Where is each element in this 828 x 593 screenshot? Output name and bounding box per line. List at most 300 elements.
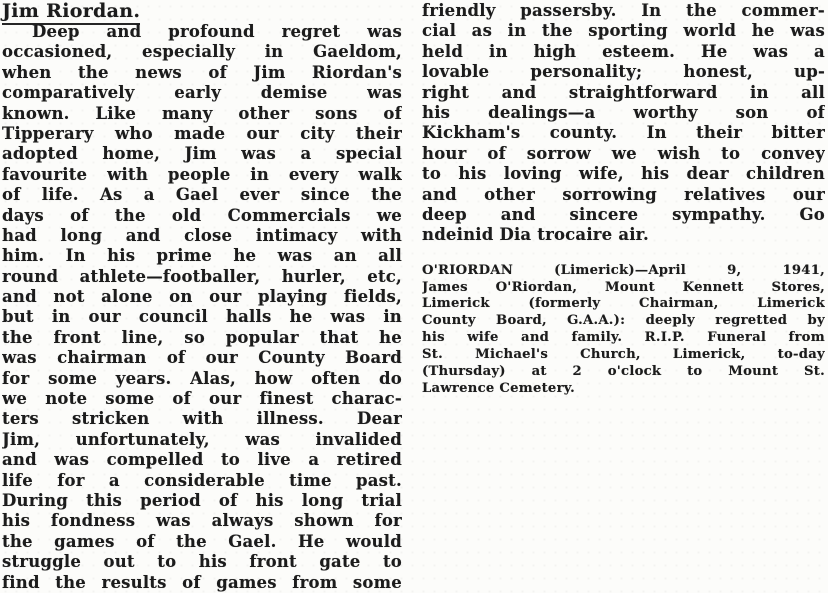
word: sons [315, 103, 358, 123]
text-line [2, 573, 402, 593]
word: and [500, 204, 536, 224]
word: was [753, 41, 789, 61]
article-headline [2, 1, 402, 22]
word: children [746, 164, 825, 184]
word: During [2, 490, 68, 510]
word: an [333, 246, 357, 266]
word: Board, [496, 313, 547, 329]
word: so [184, 327, 205, 347]
word: deeply [645, 313, 695, 329]
word: was [2, 348, 37, 368]
word: cial [422, 21, 457, 41]
word: Michael's [475, 347, 549, 363]
word: by [807, 313, 825, 329]
word: every [288, 164, 339, 184]
word: who [114, 123, 153, 143]
word: passersby. [520, 1, 617, 20]
word: and [106, 22, 142, 41]
word: games [54, 531, 115, 551]
word: Jim [253, 62, 286, 82]
word: he [233, 246, 257, 266]
word: Gael [175, 185, 219, 205]
text-line [2, 409, 402, 429]
word: (formerly [528, 296, 601, 312]
word: O'RIORDAN [422, 262, 514, 278]
word: Riordan's [311, 62, 402, 82]
word: alone [101, 287, 153, 307]
word: always [211, 511, 274, 531]
word: friendly [422, 1, 496, 20]
word: years. [115, 368, 172, 388]
word: past. [356, 470, 402, 490]
word: note [45, 389, 88, 409]
word: occasioned, [2, 42, 113, 62]
word: 1941, [782, 262, 825, 278]
text-line [422, 1, 825, 21]
word: some [48, 368, 98, 388]
word: ters [2, 409, 39, 429]
line-text: ndeinid Dia trocaire air. [422, 225, 650, 245]
word: of [166, 348, 186, 368]
word: in [507, 21, 527, 41]
word: personality; [530, 62, 643, 82]
article-body-block [2, 22, 402, 593]
word: many [161, 103, 213, 123]
text-line [422, 313, 825, 330]
text-line [422, 123, 825, 143]
word: from [788, 330, 825, 346]
word: Limerick, [672, 347, 746, 363]
word: commer- [741, 1, 825, 20]
word: Gael. [228, 531, 277, 551]
word: 9, [727, 262, 742, 278]
word: County [258, 348, 325, 368]
word: St. [422, 347, 443, 363]
word: wife [467, 330, 499, 346]
word: was [367, 22, 402, 41]
text-line [2, 83, 402, 103]
word: comparatively [2, 83, 135, 103]
word: dear [686, 164, 729, 184]
word: the [55, 572, 86, 592]
word: Like [95, 103, 137, 123]
word: G.A.A.): [567, 313, 626, 329]
word: dealings—a [488, 102, 596, 122]
word: straightforward [568, 82, 718, 102]
word: especially [142, 42, 235, 62]
word: he [289, 307, 313, 327]
word: prime [156, 246, 213, 266]
word: athlete—footballer, [79, 266, 261, 286]
word: his [2, 511, 31, 531]
word: with [107, 164, 149, 184]
word: of [172, 389, 191, 409]
word: Funeral [707, 330, 767, 346]
text-line [2, 532, 402, 552]
word: games [216, 572, 277, 592]
word: people [167, 164, 231, 184]
word: Gaeldom, [313, 42, 402, 62]
word: we [2, 389, 28, 409]
word: he [751, 21, 775, 41]
text-line [422, 347, 825, 364]
word: was [245, 429, 280, 449]
word: line, [121, 327, 164, 347]
word: unfortunately, [75, 429, 210, 449]
word: St. [803, 364, 825, 380]
word: his [422, 330, 445, 346]
word: Alas, [190, 368, 236, 388]
word: special [335, 144, 402, 164]
word: out [103, 552, 135, 572]
word: etc, [367, 266, 402, 286]
text-line [2, 471, 402, 491]
word: considerable [144, 470, 265, 490]
text-line [422, 263, 825, 280]
word: a [143, 185, 155, 205]
word: the [77, 62, 109, 82]
word: was [277, 246, 313, 266]
word: to [422, 164, 442, 184]
word: struggle [2, 552, 82, 572]
text-line [422, 225, 825, 245]
text-line [422, 42, 825, 62]
word: adopted [2, 144, 78, 164]
word: life [2, 470, 33, 490]
word: in [264, 42, 284, 62]
word: early [174, 83, 222, 103]
word: a [300, 144, 312, 164]
word: to [220, 450, 240, 470]
text-line [422, 205, 825, 225]
text-line [2, 144, 402, 164]
word: our [209, 389, 242, 409]
word: In [65, 246, 86, 266]
word: o'clock [607, 364, 662, 380]
word: He [700, 41, 728, 61]
word: halls [225, 307, 272, 327]
word: with [361, 225, 402, 245]
word: shown [294, 511, 354, 531]
word: demise [260, 83, 328, 103]
word: other [484, 184, 535, 204]
word: to [382, 552, 402, 572]
word: his [422, 102, 451, 122]
word: the [114, 205, 146, 225]
text-line [2, 348, 402, 368]
text-line [2, 450, 402, 470]
word: Kickham's [422, 123, 521, 143]
word: intimacy [255, 225, 338, 245]
word: was [367, 83, 402, 103]
text-line [2, 206, 402, 226]
text-line [2, 307, 402, 327]
word: his [107, 246, 136, 266]
word: a [108, 470, 120, 490]
word: his [255, 490, 284, 510]
word: sincere [569, 204, 639, 224]
word: he [379, 327, 402, 347]
word: not [53, 287, 85, 307]
word: (Thursday) [422, 364, 506, 380]
word: results [101, 572, 167, 592]
text-line [2, 124, 402, 144]
article-body-block [422, 1, 825, 246]
word: loving [503, 164, 562, 184]
word: of [182, 572, 201, 592]
word: was [156, 511, 191, 531]
word: Go [799, 204, 825, 224]
text-line [2, 22, 402, 42]
word: held [422, 41, 464, 61]
word: sorrow [526, 143, 591, 163]
word: favourite [2, 164, 88, 184]
word: the [686, 1, 717, 20]
word: chairman [57, 348, 147, 368]
word: our [246, 123, 279, 143]
word: in [489, 41, 508, 61]
word: of [136, 531, 155, 551]
word: our [205, 348, 238, 368]
word: all [378, 246, 402, 266]
word: up- [794, 62, 825, 82]
word: in [51, 307, 71, 327]
text-line [2, 226, 402, 246]
word: Church, [580, 347, 641, 363]
word: to [687, 364, 703, 380]
text-line [422, 21, 825, 41]
word: trial [361, 490, 402, 510]
word: our [209, 287, 242, 307]
word: relatives [684, 184, 766, 204]
article-headline-text: Jim Riordan. [2, 0, 140, 25]
text-line [2, 185, 402, 205]
word: at [531, 364, 547, 380]
word: ever [239, 185, 280, 205]
word: of [208, 62, 227, 82]
text-line [2, 328, 402, 348]
word: the [371, 185, 402, 205]
word: O'Riordan, [495, 279, 578, 295]
word: had [2, 225, 37, 245]
word: Tipperary [2, 123, 94, 143]
word: hour [422, 143, 467, 163]
word: from [292, 572, 338, 592]
word: finest [259, 389, 314, 409]
right-column [422, 1, 825, 593]
text-line [422, 364, 825, 381]
word: the [176, 531, 207, 551]
word: of [383, 103, 402, 123]
word: we [611, 143, 637, 163]
word: fondness [50, 511, 136, 531]
word: gate [319, 552, 361, 572]
word: council [138, 307, 208, 327]
word: R.I.P. [644, 330, 685, 346]
word: as [471, 21, 493, 41]
word: period [140, 490, 201, 510]
word: life. [41, 185, 79, 205]
word: close [184, 225, 233, 245]
text-line [422, 144, 825, 164]
word: esteem. [602, 41, 676, 61]
word: family. [571, 330, 623, 346]
word: how [254, 368, 293, 388]
word: time [289, 470, 332, 490]
word: the [2, 531, 33, 551]
word: the [541, 21, 573, 41]
word: Jim, [2, 429, 41, 449]
word: of [487, 143, 506, 163]
word: retired [336, 450, 402, 470]
word: Limerick [422, 296, 490, 312]
word: old [171, 205, 202, 225]
death-notice-block [422, 263, 825, 398]
word: hurler, [281, 266, 346, 286]
text-line [422, 83, 825, 103]
word: with [182, 409, 224, 429]
word: front [249, 552, 297, 572]
word: on [169, 287, 193, 307]
word: do [378, 368, 402, 388]
word: Deep [32, 22, 80, 41]
text-line [422, 62, 825, 82]
word: popular [225, 327, 299, 347]
text-line [422, 330, 825, 347]
text-line [422, 103, 825, 123]
text-line [422, 280, 825, 297]
text-line [2, 389, 402, 409]
word: the [2, 327, 33, 347]
word: known. [2, 103, 70, 123]
word: was [241, 144, 277, 164]
text-line [2, 287, 402, 307]
text-line [2, 552, 402, 572]
text-line [2, 165, 402, 185]
word: In [646, 123, 667, 143]
word: sorrowing [562, 184, 657, 204]
word: front [53, 327, 101, 347]
word: In [641, 1, 662, 20]
word: right [422, 82, 470, 102]
word: all [801, 82, 825, 102]
word: round [2, 266, 59, 286]
text-line [422, 164, 825, 184]
word: but [2, 307, 34, 327]
word: worthy [633, 102, 698, 122]
word: Dear [356, 409, 402, 429]
word: live [257, 450, 291, 470]
word: invalided [315, 429, 402, 449]
word: was [54, 450, 90, 470]
word: city [300, 123, 335, 143]
word: when [2, 62, 52, 82]
word: his [458, 164, 487, 184]
text-line [2, 369, 402, 389]
word: As [99, 185, 123, 205]
text-line [2, 246, 402, 266]
word: to [157, 552, 177, 572]
word: his [198, 552, 227, 572]
word: their [355, 123, 402, 143]
word: was [790, 21, 825, 41]
word: his [641, 164, 670, 184]
text-line [2, 63, 402, 83]
word: James [422, 279, 468, 295]
word: stricken [72, 409, 150, 429]
word: wife, [578, 164, 624, 184]
text-line [2, 430, 402, 450]
word: and [2, 287, 37, 307]
word: Mount [728, 364, 779, 380]
word: in [750, 82, 769, 102]
word: him. [2, 246, 45, 266]
text-line [2, 511, 402, 531]
word: Jim [184, 144, 217, 164]
word: Mount [605, 279, 655, 295]
word: that [319, 327, 359, 347]
word: of [218, 490, 238, 510]
word: compelled [106, 450, 204, 470]
word: for [374, 511, 402, 531]
word: and [125, 225, 161, 245]
word: often [311, 368, 361, 388]
text-line [2, 104, 402, 124]
line-text: Lawrence Cemetery. [422, 380, 576, 396]
word: a [308, 450, 320, 470]
word: their [696, 123, 743, 143]
word: (Limerick)—April [554, 262, 686, 278]
word: Chairman, [639, 296, 719, 312]
word: world [683, 21, 737, 41]
word: regretted [715, 313, 788, 329]
word: playing [257, 287, 328, 307]
text-line [2, 267, 402, 287]
word: this [86, 490, 123, 510]
word: son [735, 102, 769, 122]
word: for [2, 368, 30, 388]
text-line [2, 491, 402, 511]
word: convey [761, 143, 825, 163]
word: He [298, 531, 325, 551]
word: illness. [256, 409, 324, 429]
text-line [2, 42, 402, 62]
word: for [57, 470, 85, 490]
word: high [533, 41, 577, 61]
word: and [521, 330, 550, 346]
word: and [2, 450, 37, 470]
word: of [2, 185, 21, 205]
word: Kennett [682, 279, 744, 295]
word: to-day [777, 347, 825, 363]
word: our [88, 307, 121, 327]
left-column [2, 1, 402, 593]
word: in [383, 307, 402, 327]
word: lovable [422, 62, 490, 82]
word: news [135, 62, 182, 82]
word: in [250, 164, 269, 184]
text-line [422, 185, 825, 205]
word: honest, [683, 62, 753, 82]
word: fields, [343, 287, 402, 307]
text-line [422, 296, 825, 313]
word: made [174, 123, 226, 143]
word: wish [657, 143, 701, 163]
word: days [2, 205, 44, 225]
word: to [721, 143, 741, 163]
word: walk [358, 164, 402, 184]
word: a [814, 41, 825, 61]
